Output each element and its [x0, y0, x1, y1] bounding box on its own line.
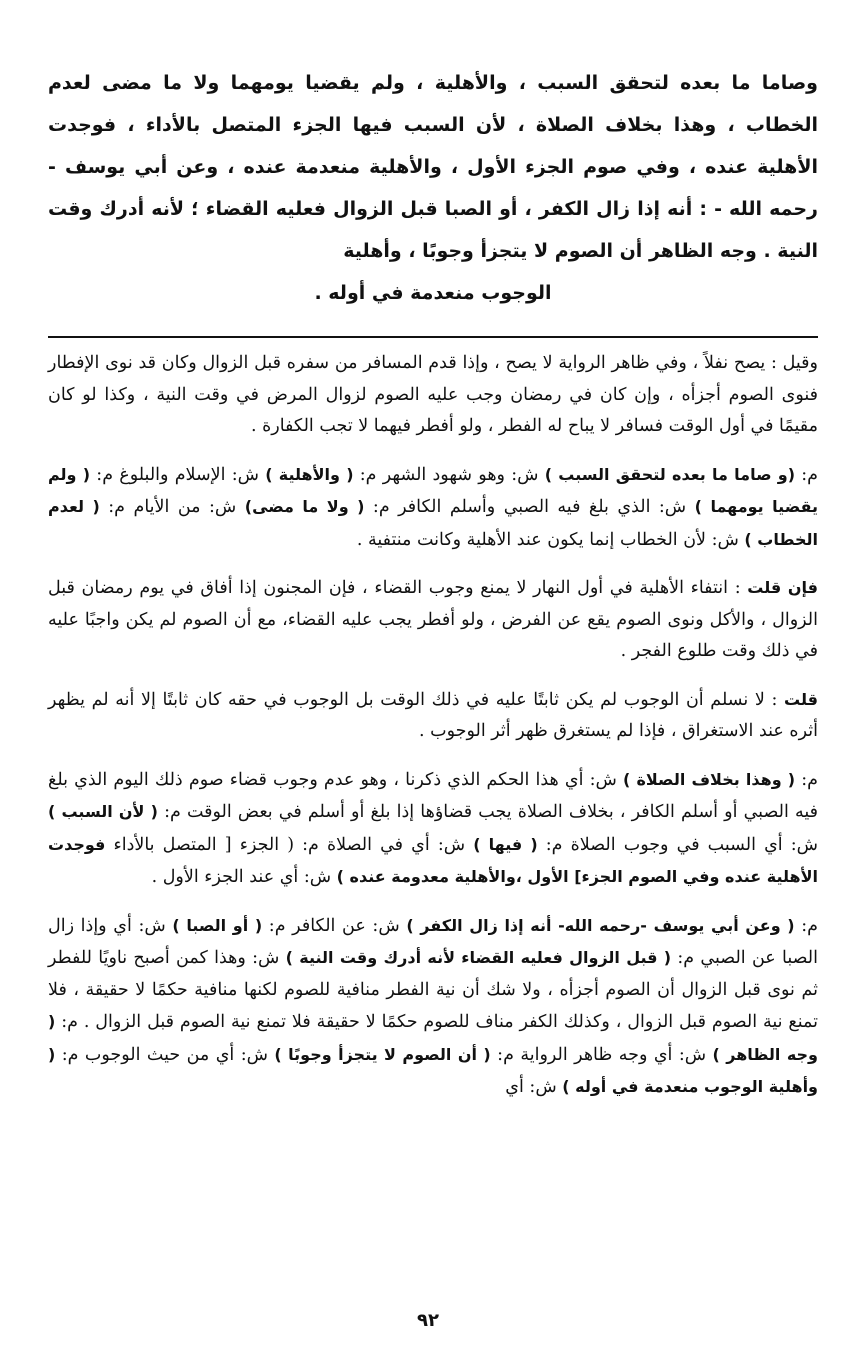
- commentary-segment: ش: أي: [505, 1077, 563, 1097]
- commentary-paragraph: [48, 348, 818, 443]
- quoted-matn-segment: ( وأهلية الوجوب منعدمة في أوله ): [48, 1044, 818, 1096]
- commentary-segment: ش: لأن الخطاب إنما يكون عند الأهلية وكانت منتفية .: [356, 529, 745, 550]
- commentary-paragraph: [48, 459, 818, 557]
- quoted-matn-segment: فإن قلت: [747, 578, 819, 597]
- main-text-last-line: الوجوب منعدمة في أوله .: [314, 282, 552, 304]
- commentary-segment: ش: الذي بلغ فيه الصبي وأسلم الكافر م:: [364, 497, 695, 517]
- commentary-segment: ش: أي من حيث الوجوب م:: [55, 1044, 275, 1065]
- page-content: [48, 62, 818, 1120]
- quoted-matn-segment: ( لعدم الخطاب ): [48, 497, 818, 549]
- commentary-segment: : لا نسلم أن الوجوب لم يكن ثابتًا عليه في ذلك الوقت بل الوجوب في حقه كان ثابتًا إلا أنه لم يظهر أثره عند الاستغراق ، فإذا لم يستغرق ظهر أثر الوجوب .: [48, 689, 818, 741]
- commentary-segment: م:: [795, 464, 819, 485]
- quoted-matn-segment: (و صاما ما بعده لتحقق السبب ): [544, 464, 796, 484]
- commentary-segment: م:: [794, 915, 818, 936]
- quoted-matn-segment: ( وهذا بخلاف الصلاة ): [623, 769, 796, 789]
- page-number: ٩٢: [417, 1310, 439, 1331]
- commentary-segment: م:: [795, 769, 818, 790]
- commentary-segment: ش: أي وجه ظاهر الرواية م:: [490, 1044, 713, 1065]
- quoted-matn-segment: فوجدت الأهلية عنده وفي الصوم الجزء] الأول ،والأهلية معدومة عنده ): [48, 834, 818, 886]
- separator-rule: [48, 336, 818, 338]
- commentary-segment: ش: أي هذا الحكم الذي ذكرنا ، وهو عدم وجوب قضاء صوم ذلك اليوم الذي بلغ فيه الصبي أو أسلم الكافر ، بخلاف الصلاة يجب قضاؤها إذا بلغ أو أسلم في بعض الوقت م:: [48, 769, 818, 822]
- commentary-segment: ش: عن الكافر م:: [262, 915, 407, 936]
- quoted-matn-segment: ( قبل الزوال فعليه القضاء لأنه أدرك وقت النية ): [285, 948, 672, 967]
- quoted-matn-segment: ( ولا ما مضى): [244, 497, 365, 516]
- commentary-segment: ش: أي عند الجزء الأول .: [151, 867, 337, 887]
- commentary-paragraph: [48, 764, 818, 894]
- quoted-matn-segment: قلت: [784, 689, 818, 709]
- quoted-matn-segment: ( أن الصوم لا يتجزأ وجوبًا ): [274, 1044, 491, 1064]
- quoted-matn-segment: ( فيها ): [473, 834, 538, 854]
- main-text: وصاما ما بعده لتحقق السبب ، والأهلية ، ولم يقضيا يومهما ولا ما مضى لعدم الخطاب ، وهذا بخلاف الصلاة ، لأن السبب فيها الجزء المتصل بالأداء ، فوجدت الأهلية عنده ، وفي صوم الجزء الأول ، والأهلية منعدمة عنده ، وعن أبي يوسف - رحمه الله - : أنه إذا زال الكفر ، أو الصبا قبل الزوال فعليه القضاء ؛ لأنه أدرك وقت النية . وجه الظاهر أن الصوم لا يتجزأ وجوبًا ، وأهلية: [48, 72, 818, 262]
- commentary-paragraph: [48, 572, 818, 668]
- commentary-paragraph: [48, 910, 818, 1104]
- commentary-segment: ش: أي في الصلاة م: ( الجزء [ المتصل بالأداء: [105, 834, 474, 855]
- commentary-segment: ش: من الأيام م:: [99, 497, 245, 517]
- commentary-segment: ش: وهذا كمن أصبح ناويًا للفطر ثم نوى قبل الزوال أن الصوم أجزأه ، ولا شك أن نية الفطر منافية للصوم لكنها منافية حكمًا لا حقيقة ، فلا تمنع نية الصوم قبل الزوال ، وكذلك الكفر مناف للصوم حكمًا لا حقيقة فلا تمنع نية الصوم قبل الزوال . م:: [48, 948, 818, 1032]
- commentary-segment: ش: أي السبب في وجوب الصلاة م:: [537, 834, 819, 855]
- commentary-section: [48, 348, 818, 1104]
- commentary-paragraph: [48, 684, 818, 748]
- quoted-matn-segment: ( لأن السبب ): [48, 802, 158, 821]
- commentary-segment: وقيل : يصح نفلاً ، وفي ظاهر الرواية لا يصح ، وإذا قدم المسافر من سفره قبل الزوال وكان قد نوى الإفطار فنوى الصوم أجزأه ، وإن كان في رمضان وجب عليه الصوم لزوال المرض في وقت النية ، وكذا لو كان مقيمًا في أول الوقت فسافر لا يباح له الفطر ، ولو أفطر فيهما لا تجب الكفارة .: [48, 353, 818, 436]
- commentary-segment: : انتفاء الأهلية في أول النهار لا يمنع وجوب القضاء ، فإن المجنون إذا أفاق في يوم رمضان قبل الزوال ، والأكل ونوى الصوم يقع عن الفرض ، ولو أفطر يجب عليه القضاء، مع أن الصوم لم يكن واجبًا عليه في ذلك وقت طلوع الفجر .: [48, 578, 818, 661]
- quoted-matn-segment: ( وعن أبي يوسف -رحمه الله- أنه إذا زال الكفر ): [406, 915, 795, 935]
- quoted-matn-segment: ( أو الصبا ): [172, 915, 263, 935]
- commentary-segment: ش: وهو شهود الشهر م:: [353, 464, 545, 485]
- quoted-matn-segment: ( وجه الظاهر ): [48, 1012, 818, 1064]
- quoted-matn-segment: ( والأهلية ): [265, 464, 354, 484]
- commentary-segment: ش: أي وإذا زال الصبا عن الصبي م:: [48, 915, 818, 968]
- quoted-matn-segment: ( ولم يقضيا يومهما ): [48, 464, 818, 516]
- commentary-segment: ش: الإسلام والبلوغ م:: [90, 464, 266, 485]
